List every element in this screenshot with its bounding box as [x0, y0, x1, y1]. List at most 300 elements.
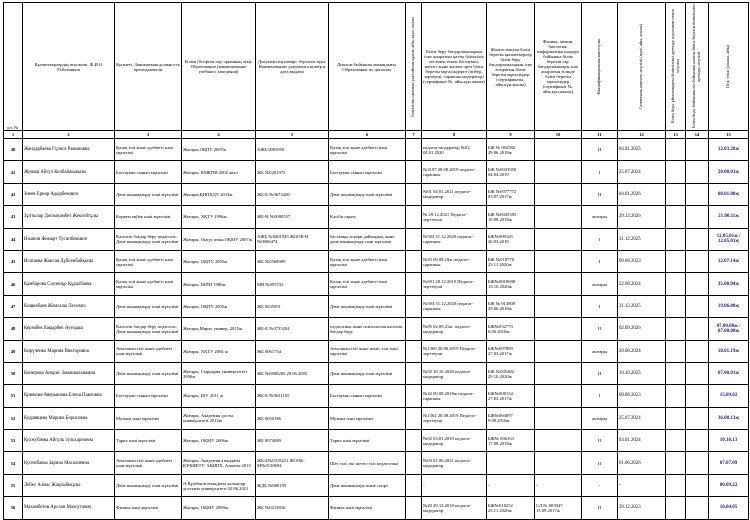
- stem-certificate-cell: [535, 452, 582, 474]
- staff-name-cell: Көшкебаев Жомсалы Лесович: [23, 295, 115, 317]
- column-number: 6: [329, 131, 406, 139]
- staff-name-cell: Керімбек Бақырбек Әуездаш: [23, 318, 115, 340]
- pedagogical-experience-cell: 12.03.28ж: [709, 139, 749, 161]
- position-cell: Дене шынықтыру пәні мұғалімі: [115, 362, 182, 384]
- language-course-date-cell: [686, 250, 709, 272]
- education-cell: Жоғары,ОҚПУ 2007ж: [182, 139, 256, 161]
- language-course-date-cell: [686, 430, 709, 452]
- program-certificate-cell: БЖ№ 006333 17.08.2018ж: [487, 430, 535, 452]
- table-row: [4, 430, 749, 452]
- header-cell-specialty: Диплом бойынша мамандығы. Образование по диплому: [329, 3, 406, 131]
- diploma-specialty-cell: Кәсіби оқыту: [329, 206, 406, 228]
- staff-name-cell: Кудрявцева Марина Борисовна: [23, 407, 115, 429]
- table-row: [4, 228, 749, 250]
- diploma-specialty-cell: Қазақ тілі және әдебиеті пәні мұғалімі: [329, 273, 406, 295]
- education-cell: Ә.Құлбеков атындағы халықтар достығы университеті 02.06.2021: [182, 474, 256, 496]
- pedagogical-experience-cell: 10.10.13: [709, 430, 749, 452]
- document-number-cell: ЖБ-Н №0080557: [256, 206, 329, 228]
- stem-certificate-cell: [535, 250, 582, 272]
- qualification-category-cell: I: [582, 250, 618, 272]
- pedagogical-experience-cell: 07.00.00ж / 07.00.00ж: [709, 318, 749, 340]
- pedagogical-experience-cell: 12.05.01ж / 12.05.01ж: [709, 228, 749, 250]
- staff-name-cell: Зұлтылар Досмағамбет Жексейтұлы: [23, 206, 115, 228]
- qualification-category-cell: II: [582, 452, 618, 474]
- qualification-category-cell: I: [582, 161, 618, 183]
- qualification-category-cell: I: [582, 295, 618, 317]
- document-number-cell: ЖБ-Б №0735204: [256, 318, 329, 340]
- category-document-cell: [406, 385, 422, 407]
- document-number-cell: ЖДБ №000195: [256, 474, 329, 496]
- table-row: [4, 183, 749, 205]
- position-cell: Физика пәні мұғалімі: [115, 497, 182, 519]
- staff-name-cell: Копирова Анкрис Замашылыковна: [23, 362, 115, 384]
- stem-certificate-cell: [535, 340, 582, 362]
- language-course-date-cell: [686, 474, 709, 496]
- pibr-certificate-cell: №45 09.08.18ж педагог-сарапшы: [422, 250, 487, 272]
- pibr-certificate-cell: №42 09.08.2018ж педагог-сарапшы: [422, 385, 487, 407]
- row-number-cell: 47: [4, 295, 23, 317]
- document-number-cell: ЖБ 0074689: [256, 430, 329, 452]
- row-number-cell: 44: [4, 228, 23, 250]
- course-date-cell: [666, 250, 686, 272]
- pibr-certificate-cell: педагог-модератор №02 04.01.2020: [422, 139, 487, 161]
- qualification-category-cell: I: [582, 228, 618, 250]
- category-end-date-cell: 29.12.2023: [618, 497, 666, 519]
- category-document-cell: [406, 430, 422, 452]
- pibr-certificate-cell: №02 10.10.2020 педагог-модератор: [422, 362, 487, 384]
- education-cell: Жоғары, ОҚПУ 2005ж: [182, 295, 256, 317]
- language-course-date-cell: [686, 318, 709, 340]
- document-number-cell: АЖБ №0201943 ЖООК-Н №0066474: [256, 228, 329, 250]
- category-end-date-cell: 20.08.2024: [618, 340, 666, 362]
- education-cell: Жоғары,ҚИПХДУ 2014ж: [182, 183, 256, 205]
- category-end-date-cell: -: [618, 474, 666, 496]
- qualification-category-cell: II: [582, 497, 618, 519]
- language-course-date-cell: [686, 139, 709, 161]
- header-cell-stazh: Пед. стаж (жылы, айы): [709, 3, 749, 131]
- pedagogical-experience-cell: 19.06.00ж: [709, 295, 749, 317]
- stem-certificate-cell: [535, 206, 582, 228]
- header-cell-cert: Жалғастықтан білім беретін қызметкерлер білім беру бағдарламаларын іске асыратын білім беретін мұғалімдер (сертификаты, айы,күн,жылы): [487, 3, 535, 131]
- staff-name-cell: Ижанов Жомарт Тусипбекович: [23, 228, 115, 250]
- category-document-cell: [406, 340, 422, 362]
- course-date-cell: [666, 228, 686, 250]
- header-cell-name: Қызметкерлердің аты-жөні, Ф.И.О Работников: [23, 3, 115, 131]
- position-cell: Дене шынықтыру пәні мұғалімі: [115, 183, 182, 205]
- table-row: [4, 452, 749, 474]
- diploma-specialty-cell: Дене шынықтыру пәні мұғалімі: [329, 183, 406, 205]
- diploma-specialty-cell: Тарих пәні мұғалімі: [329, 430, 406, 452]
- header-cell-pibr: Білім беру бағдарламаларын іске асыратын қатты біліктілік тестінен өткен бастауыш, негізгі және жалпы орта білім беретін мұғалімдерге (пибер, зертеуші, сарапшы,модератор)(сертификат №, айы,күн,жылы): [422, 3, 487, 131]
- table-row: [4, 474, 749, 496]
- row-number-cell: 51: [4, 385, 23, 407]
- category-document-cell: [406, 407, 422, 429]
- stem-certificate-cell: [535, 183, 582, 205]
- stem-certificate-cell: [535, 228, 582, 250]
- table-row: [4, 273, 749, 295]
- header-cell-no: р/с №: [4, 3, 23, 131]
- qualification-category-cell: жоғары: [582, 340, 618, 362]
- document-number-cell: МВ №095733: [256, 273, 329, 295]
- course-date-cell: [666, 161, 686, 183]
- position-cell: Көркем еңбек пәні мұғалімі: [115, 206, 182, 228]
- pibr-certificate-cell: №504 31.12.2020 педагог-сарапшы: [422, 228, 487, 250]
- header-cell-kval: Квалификационная категория: [582, 3, 618, 131]
- program-certificate-cell: БЖ №0077772 03.07.2017ж: [487, 183, 535, 205]
- header-cell-lang: Білім беру бойынша тіл бойынша жалпы білім беретін біліктілікті арттыру мерзімі: [686, 3, 709, 131]
- pibr-certificate-cell: №3197 28.08.2019 педагог-сарапшы: [422, 161, 487, 183]
- staff-name-cell: Исатаева Жансая Дүйсенбайқызы: [23, 250, 115, 272]
- diploma-specialty-cell: Дене шынықтыру және спорт: [329, 474, 406, 496]
- staff-name-cell: Зиеев Ернар Адырбекович: [23, 183, 115, 205]
- language-course-date-cell: [686, 295, 709, 317]
- course-date-cell: [666, 474, 686, 496]
- column-number: 11: [582, 131, 618, 139]
- language-course-date-cell: [686, 407, 709, 429]
- program-certificate-cell: БЖ№032773 6.06.2018ж: [487, 318, 535, 340]
- language-course-date-cell: [686, 362, 709, 384]
- position-cell: Музыка пәні мұғалімі: [115, 407, 182, 429]
- program-certificate-cell: БЖ № 013808 29.06.2018ж: [487, 295, 535, 317]
- position-cell: Ағылшын тілі және әдебиеті пәні мұғалімі: [115, 340, 182, 362]
- category-end-date-cell: 25.07.2024: [618, 407, 666, 429]
- document-number-cell: ЖБ-Б №0673420: [256, 183, 329, 205]
- category-end-date-cell: 22.08.2024: [618, 273, 666, 295]
- category-document-cell: [406, 228, 422, 250]
- program-certificate-cell: -: [487, 474, 535, 496]
- row-number-cell: 55: [4, 474, 23, 496]
- language-course-date-cell: [686, 161, 709, 183]
- pedagogical-experience-cell: 10.04.05: [709, 497, 749, 519]
- language-course-date-cell: [686, 206, 709, 228]
- position-cell: Дене шынықтыру пәні мұғалімі: [115, 474, 182, 496]
- program-certificate-cell: БЖ№018252 23.11.2020ж: [487, 497, 535, 519]
- diploma-specialty-cell: Бастауыш сынып мұғалімі: [329, 385, 406, 407]
- row-number-cell: 49: [4, 340, 23, 362]
- row-number-cell: 40: [4, 139, 23, 161]
- course-date-cell: [666, 206, 686, 228]
- language-course-date-cell: [686, 183, 709, 205]
- pibr-certificate-cell: №02 03.01.2019 педагог-модератор: [422, 430, 487, 452]
- document-number-cell: ЖБ №0568989: [256, 250, 329, 272]
- position-cell: Бастауыш сынып мұғалімі: [115, 161, 182, 183]
- category-end-date-cell: 01.06.2026: [618, 452, 666, 474]
- column-number: 9: [487, 131, 535, 139]
- category-end-date-cell: 09.08.2023: [618, 250, 666, 272]
- table-row: [4, 340, 749, 362]
- column-number: 15: [709, 131, 749, 139]
- staff-name-cell: Кусембаева Зарина Масалиевна: [23, 452, 115, 474]
- program-certificate-cell: БЖ № 002582 29.06.2018ж: [487, 139, 535, 161]
- category-document-cell: [406, 250, 422, 272]
- pibr-certificate-cell: №20 29.12.2018 педагог-модератор: [422, 497, 487, 519]
- stem-certificate-cell: [535, 407, 582, 429]
- diploma-specialty-cell: бастапқы әскери дайындық және дене шынықтыру пәні мұғалімі: [329, 228, 406, 250]
- education-cell: Жоғары, Сырдария университеті 2006ж: [182, 362, 256, 384]
- document-number-cell: ЖБ-Б№0318221 ЖООК-М№0138694: [256, 452, 329, 474]
- pedagogical-experience-cell: 12.07.14ж: [709, 250, 749, 272]
- course-date-cell: [666, 407, 686, 429]
- column-number: 4: [182, 131, 256, 139]
- diploma-specialty-cell: Бастауыш сынып мұғалімі: [329, 161, 406, 183]
- staff-name-cell: Кирүченко Марина Викторовна: [23, 340, 115, 362]
- category-end-date-cell: 02.09.2026: [618, 318, 666, 340]
- pibr-certificate-cell: №03 01.06.2021 педагог-модератор: [422, 452, 487, 474]
- pedagogical-experience-cell: 08.01.00ж: [709, 183, 749, 205]
- document-number-cell: ЖБ 0650186: [256, 407, 329, 429]
- stem-certificate-cell: [535, 295, 582, 317]
- program-certificate-cell: БЖ №0033958 04.04.2019: [487, 161, 535, 183]
- header-cell-phys: Физика, химия, биология, информатика пәндері бойынша білім беретін оқу бағдарламалары іске асыратын тілінде білім беретін мұғалімдер (сертификат №, айы,күн,жылы): [535, 3, 582, 131]
- education-cell: Жоғары, ШУ 2011 ж: [182, 385, 256, 407]
- stem-certificate-cell: [535, 318, 582, 340]
- header-cell-end: Санаттына аяқталу мерзімі (күні, айы, жылы): [618, 3, 666, 131]
- program-certificate-cell: [487, 452, 535, 474]
- course-date-cell: [666, 452, 686, 474]
- course-date-cell: [666, 295, 686, 317]
- program-certificate-cell: БЖ№009165 20.03.2018: [487, 228, 535, 250]
- column-number: 5: [256, 131, 329, 139]
- diploma-specialty-cell: Дене шынықтыру пәні мұғалімі: [329, 295, 406, 317]
- row-number-cell: 43: [4, 206, 23, 228]
- position-cell: Тарих пәні мұғалімі: [115, 430, 182, 452]
- qualification-category-cell: II: [582, 183, 618, 205]
- position-cell: Қазақ тілі және әдебиеті пәні мұғалімі: [115, 139, 182, 161]
- table-row: [4, 139, 749, 161]
- category-end-date-cell: 31.12.2025: [618, 295, 666, 317]
- stem-certificate-cell: [535, 161, 582, 183]
- education-cell: Жоғары, КМКПИ 2002 жыл: [182, 161, 256, 183]
- stem-certificate-cell: [535, 385, 582, 407]
- pibr-certificate-cell: №1369 20.08.2019 Педагог-зерттеуші: [422, 340, 487, 362]
- qualification-category-cell: II: [582, 139, 618, 161]
- row-number-cell: 42: [4, 183, 23, 205]
- staff-name-cell: Лебес Алмас Жақсыбекұлы: [23, 474, 115, 496]
- column-number: 8: [422, 131, 487, 139]
- qualification-category-cell: II: [582, 318, 618, 340]
- position-cell: Қазақ тілі және әдебиеті пәні мұғалімі: [115, 250, 182, 272]
- column-number: 13: [666, 131, 686, 139]
- pedagogical-experience-cell: 07.07.09: [709, 452, 749, 474]
- pibr-certificate-cell: №691 28.12.2019 Педагог-зерттеуші: [422, 273, 487, 295]
- qualification-category-cell: -: [582, 474, 618, 496]
- staff-name-cell: Кулжубаева Айгуль Зульхарновна: [23, 430, 115, 452]
- program-certificate-cell: БЖ №018778 23.11.2020ж: [487, 250, 535, 272]
- program-certificate-cell: БЖ№0018698 13.10.2020ж: [487, 273, 535, 295]
- position-cell: Кәсіптік бағдар беру педагогы; Дене шынықтыру пәні мұғалімі: [115, 228, 182, 250]
- diploma-specialty-cell: Шет тілі, екі шетел тілі педагогика: [329, 452, 406, 474]
- education-cell: Жоғары, Академия атындағы ҚҰКФЕТУ. АҚИПХ, Алматы 2015: [182, 452, 256, 474]
- header-cell-category-doc: Біліктілік санатын растайтын құжат, айы, күні, жылы: [406, 3, 422, 131]
- qualification-category-cell: II: [582, 430, 618, 452]
- position-cell: Бастауыш сынып мұғалімі: [115, 385, 182, 407]
- diploma-specialty-cell: Музыка пәні мұғалімі: [329, 407, 406, 429]
- qualification-category-cell: жоғары: [582, 273, 618, 295]
- stem-certificate-cell: [535, 362, 582, 384]
- category-document-cell: [406, 161, 422, 183]
- category-document-cell: [406, 497, 422, 519]
- education-cell: Жоғары, ОҚМУ 2009ж.: [182, 497, 256, 519]
- table-row: [4, 161, 749, 183]
- row-number-cell: 52: [4, 407, 23, 429]
- diploma-specialty-cell: Қазақ тілі және әдебиеті пәні мұғалімі: [329, 139, 406, 161]
- language-course-date-cell: [686, 385, 709, 407]
- document-number-cell: ЖБ 0635951: [256, 295, 329, 317]
- stem-certificate-cell: [535, 139, 582, 161]
- qualification-category-cell: II: [582, 362, 618, 384]
- pibr-certificate-cell: -: [422, 474, 487, 496]
- course-date-cell: [666, 340, 686, 362]
- category-end-date-cell: 03.01.2024: [618, 430, 666, 452]
- header-cell-document: Документтің нөмірі, берілген күні. Наименование документа номер и дата выдачи: [256, 3, 329, 131]
- pibr-certificate-cell: №05 02.09.21ж. педагог-модератор: [422, 318, 487, 340]
- pibr-certificate-cell: № 29.12.2021 Педагог-зерттеуші: [422, 206, 487, 228]
- category-document-cell: [406, 206, 422, 228]
- category-end-date-cell: 09.08.2023: [618, 385, 666, 407]
- pedagogical-experience-cell: 21.00.11ж: [709, 206, 749, 228]
- pedagogical-experience-cell: 00.09.22: [709, 474, 749, 496]
- program-certificate-cell: БЖ №0045585 10.08.2018ж: [487, 206, 535, 228]
- diploma-specialty-cell: Физика пәні мұғалімі: [329, 497, 406, 519]
- stem-certificate-cell: [535, 273, 582, 295]
- header-cell-kurs: Білім беру ұйымындағы біліктілікті арттыру курсынан өткен мерзімі: [666, 3, 686, 131]
- document-number-cell: ЖБ №0201975: [256, 161, 329, 183]
- position-cell: Кәсіптік бағдар беру педагогы; Дене шынықтыру пәні мұғалімі: [115, 318, 182, 340]
- education-cell: Жоғары, ХҚТУ 1996ж.: [182, 206, 256, 228]
- pedagogical-experience-cell: 20.00.03ж: [709, 161, 749, 183]
- table-row: [4, 318, 749, 340]
- program-certificate-cell: БЖ №005482 29.10.2020ж: [487, 362, 535, 384]
- row-number-cell: 53: [4, 430, 23, 452]
- row-number-cell: 41: [4, 161, 23, 183]
- pedagogical-experience-cell: 07.00.01ж: [709, 362, 749, 384]
- pedagogical-experience-cell: 35.08.04ж: [709, 273, 749, 295]
- document-number-cell: ЖБ №0213836: [256, 497, 329, 519]
- course-date-cell: [666, 385, 686, 407]
- education-cell: Жоғары, ХҚТУ 2004 ж: [182, 340, 256, 362]
- category-document-cell: [406, 452, 422, 474]
- category-document-cell: [406, 139, 422, 161]
- diploma-specialty-cell: педагогика және психология кәсіптік бағдар беру: [329, 318, 406, 340]
- category-end-date-cell: 29.12.2026: [618, 206, 666, 228]
- pedagogical-experience-cell: 36.00.13ж: [709, 407, 749, 429]
- qualification-category-cell: I: [582, 385, 618, 407]
- document-number-cell: АЖБ 0005959: [256, 139, 329, 161]
- education-cell: Жоғары,Мирас универ, 2015ж.: [182, 318, 256, 340]
- row-number-cell: 48: [4, 318, 23, 340]
- language-course-date-cell: [686, 452, 709, 474]
- program-certificate-cell: БЖ№004097 9.08.2016ж: [487, 407, 535, 429]
- document-number-cell: ЖБ №0008206 28.06.2005: [256, 362, 329, 384]
- document-number-cell: ЖБ 0061734: [256, 340, 329, 362]
- pibr-certificate-cell: №01 04.01.2021 педагог-модератор: [422, 183, 487, 205]
- column-number-row: [4, 131, 749, 139]
- course-date-cell: [666, 273, 686, 295]
- language-course-date-cell: [686, 273, 709, 295]
- course-date-cell: [666, 430, 686, 452]
- course-date-cell: [666, 318, 686, 340]
- header-row: [4, 3, 749, 131]
- education-cell: Жоғары, ШПИ 1986ж.: [182, 273, 256, 295]
- diploma-specialty-cell: Қазақ тілі және әдебиеті пәні мұғалімі: [329, 250, 406, 272]
- language-course-date-cell: [686, 228, 709, 250]
- category-document-cell: [406, 273, 422, 295]
- category-document-cell: [406, 362, 422, 384]
- category-end-date-cell: 25.07.2024: [618, 161, 666, 183]
- header-cell-education: Білімі (бітірген оқу орнының аты). Образование (наименование учебного заведения): [182, 3, 256, 131]
- row-number-cell: 46: [4, 273, 23, 295]
- category-document-cell: [406, 183, 422, 205]
- staff-table: [3, 2, 749, 520]
- table-row: [4, 362, 749, 384]
- table-row: [4, 250, 749, 272]
- course-date-cell: [666, 497, 686, 519]
- course-date-cell: [666, 183, 686, 205]
- stem-certificate-cell: -: [535, 474, 582, 496]
- column-number: 1: [4, 131, 23, 139]
- row-number-cell: 54: [4, 452, 23, 474]
- stem-certificate-cell: СЛ № 003947 13.09.2017ж: [535, 497, 582, 519]
- pibr-certificate-cell: №1362 20.08.2019 Педагог-зерттеуші: [422, 407, 487, 429]
- column-number: 10: [535, 131, 582, 139]
- column-number: 14: [686, 131, 709, 139]
- header-cell-position: Қызметі. Занимаемая должность преподаватели: [115, 3, 182, 131]
- table-row: [4, 407, 749, 429]
- category-document-cell: [406, 318, 422, 340]
- qualification-category-cell: жоғары: [582, 407, 618, 429]
- table-row: [4, 497, 749, 519]
- staff-name-cell: Махамбетов Арслан Махсутович: [23, 497, 115, 519]
- diploma-specialty-cell: Ағылшын тілі және неміс тілі пәні мұғалімі: [329, 340, 406, 362]
- category-document-cell: [406, 474, 422, 496]
- course-date-cell: [666, 139, 686, 161]
- category-document-cell: [406, 295, 422, 317]
- program-certificate-cell: БЖ№008154 27.03.2017ж: [487, 385, 535, 407]
- document-number-cell: ЖБ-Б №0631105: [256, 385, 329, 407]
- row-number-cell: 56: [4, 497, 23, 519]
- staff-name-cell: Жандарбаева Гүлноз Рамановна: [23, 139, 115, 161]
- staff-name-cell: Қамбарова Сәуленұр Құралбаева: [23, 273, 115, 295]
- language-course-date-cell: [686, 340, 709, 362]
- pedagogical-experience-cell: 18.01.19ж: [709, 340, 749, 362]
- education-cell: Жоғары, ОҚМУ 2006ж: [182, 430, 256, 452]
- row-number-cell: 45: [4, 250, 23, 272]
- column-number: 3: [115, 131, 182, 139]
- education-cell: Жоғары, ОҚПУ 2005ж.: [182, 250, 256, 272]
- language-course-date-cell: [686, 497, 709, 519]
- table-row: [4, 385, 749, 407]
- position-cell: Дене шынықтыру пәні мұғалімі: [115, 295, 182, 317]
- table-row: [4, 206, 749, 228]
- program-certificate-cell: БЖ№007809 27.03.2017ж: [487, 340, 535, 362]
- category-end-date-cell: 04.01.2026: [618, 183, 666, 205]
- position-cell: Қазақ тілі және әдебиеті пәні мұғалімі: [115, 273, 182, 295]
- qualification-category-cell: жоғары: [582, 206, 618, 228]
- column-number: 2: [23, 131, 115, 139]
- table-row: [4, 295, 749, 317]
- education-cell: Жоғары, Академия досты университеті 2012ж: [182, 407, 256, 429]
- position-cell: Ағылшын тілі және әдебиеті пәні мұғалімі: [115, 452, 182, 474]
- stem-certificate-cell: [535, 430, 582, 452]
- category-end-date-cell: 31.12.2025: [618, 228, 666, 250]
- pedagogical-experience-cell: 15.09.02: [709, 385, 749, 407]
- pibr-certificate-cell: №504 31.12.2020 педагог-сарапшы: [422, 295, 487, 317]
- staff-name-cell: Крюкова-Аверьянова Елена Павловна: [23, 385, 115, 407]
- course-date-cell: [666, 362, 686, 384]
- column-number: 12: [618, 131, 666, 139]
- diploma-specialty-cell: Дене шынықтыру пәні мұғалімі: [329, 362, 406, 384]
- category-end-date-cell: 04.01.2025: [618, 139, 666, 161]
